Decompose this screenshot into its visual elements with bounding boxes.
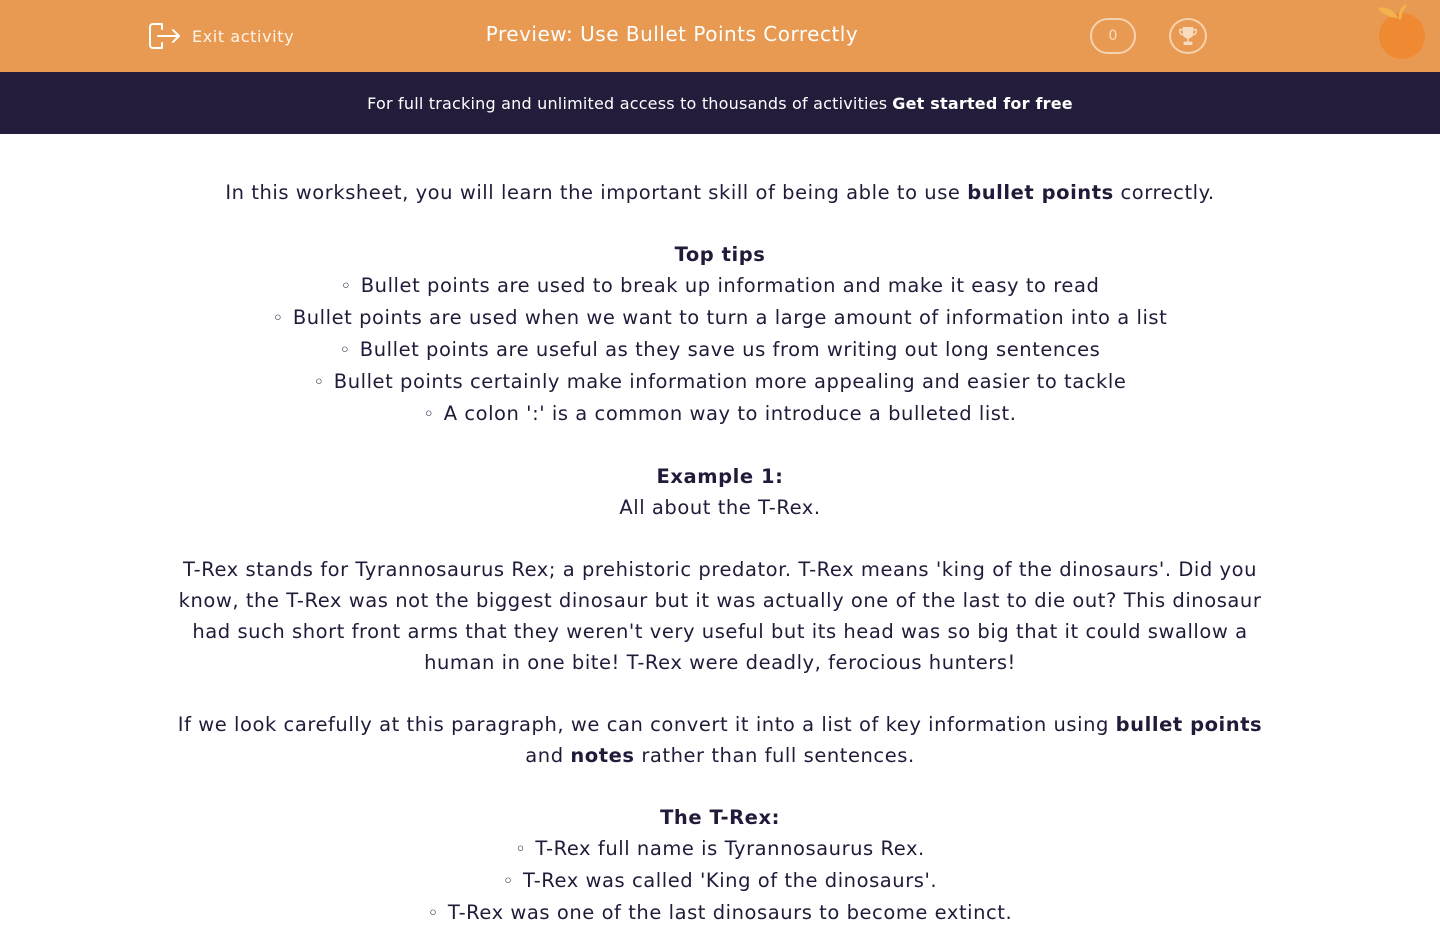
list-item: ◦ T-Rex full name is Tyrannosaurus Rex. [160, 833, 1280, 865]
page-title: Preview: Use Bullet Points Correctly [485, 22, 859, 46]
trex-paragraph: T-Rex stands for Tyrannosaurus Rex; a prehistoric predator. T-Rex means 'king of the dinosaurs'. Did you know, the T-Rex was not the biggest dinosaur but it was actually one of the last to die out? This dinosaur had such short front arms that they weren't very useful but its head was so big that it could swallow a human in one bite! T-Rex were deadly, ferocious hunters! [178, 558, 1262, 674]
score-value: 0 [1108, 28, 1118, 44]
score-badge [1090, 18, 1136, 54]
top-bar [0, 0, 1440, 72]
intro-paragraph [160, 177, 1280, 208]
list-item: ◦ Bullet points are used when we want to turn a large amount of information into a list [160, 302, 1280, 334]
list-item: ◦ T-Rex was one of the last dinosaurs to become extinct. [160, 897, 1280, 929]
worksheet-content [160, 177, 1280, 929]
example-heading: Example 1: [656, 465, 784, 488]
list-item: ◦ Bullet points are used to break up information and make it easy to read [160, 270, 1280, 302]
banner-text: For full tracking and unlimited access to thousands of activities [367, 93, 888, 113]
list-item: ◦ Bullet points are useful as they save us from writing out long sentences [160, 334, 1280, 366]
trex-list [160, 833, 1280, 929]
signup-banner [0, 72, 1440, 134]
get-started-link[interactable]: Get started for free [892, 93, 1073, 113]
convert-text-and: and [525, 744, 564, 767]
list-item: ◦ A colon ':' is a common way to introduce a bulleted list. [160, 398, 1280, 430]
trex-list-heading: The T-Rex: [660, 806, 780, 829]
convert-paragraph [160, 709, 1280, 771]
top-tips-list [160, 270, 1280, 430]
exit-activity-label: Exit activity [192, 26, 295, 46]
intro-text-end: correctly. [1120, 181, 1215, 204]
example-subtitle: All about the T-Rex. [619, 496, 821, 519]
intro-text: In this worksheet, you will learn the important skill of being able to use [225, 181, 961, 204]
trophy-button[interactable] [1169, 18, 1207, 54]
convert-bold-bullet-points: bullet points [1115, 713, 1263, 736]
trophy-icon [1177, 25, 1199, 47]
intro-bold: bullet points [967, 181, 1114, 204]
convert-text-end: rather than full sentences. [641, 744, 915, 767]
convert-bold-notes: notes [570, 744, 635, 767]
list-item: ◦ Bullet points certainly make information more appealing and easier to tackle [160, 366, 1280, 398]
list-item: ◦ T-Rex was called 'King of the dinosaurs'. [160, 865, 1280, 897]
orange-logo [1374, 4, 1430, 60]
top-tips-heading: Top tips [674, 243, 766, 266]
convert-text: If we look carefully at this paragraph, we can convert it into a list of key information using [177, 713, 1109, 736]
